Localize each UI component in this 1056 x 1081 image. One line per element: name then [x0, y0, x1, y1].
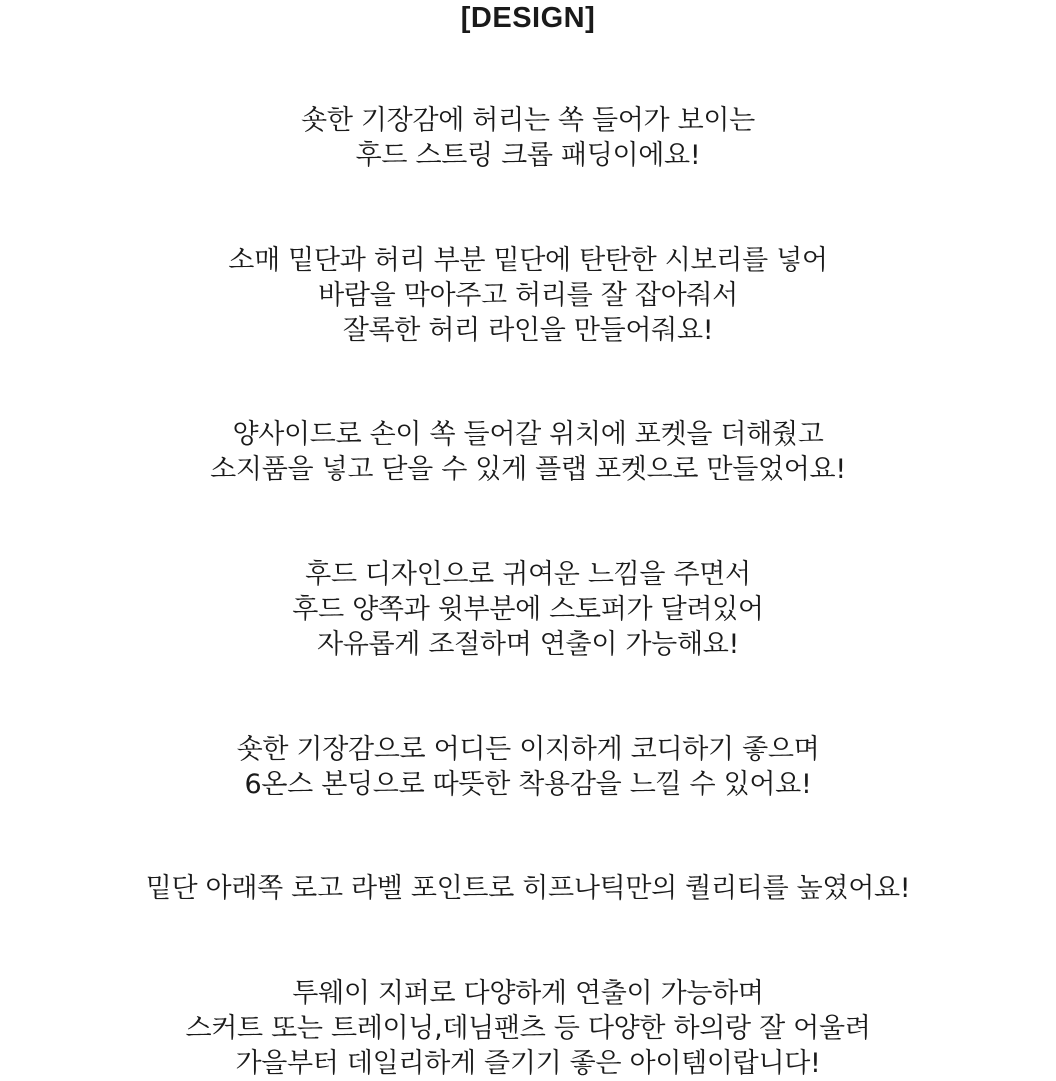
paragraph-pockets	[0, 417, 1056, 487]
paragraph-bonding	[0, 732, 1056, 802]
paragraph-hood	[0, 557, 1056, 662]
paragraph-line: 후드 양쪽과 윗부분에 스토퍼가 달려있어	[292, 594, 764, 625]
paragraph-line: 투웨이 지퍼로 다양하게 연출이 가능하며	[292, 978, 764, 1009]
paragraph-line: 가을부터 데일리하게 즐기기 좋은 아이템이랍니다!	[235, 1048, 821, 1079]
paragraph-line: 스커트 또는 트레이닝,데님팬츠 등 다양한 하의랑 잘 어울려	[185, 1013, 871, 1044]
paragraph-line: 밑단 아래쪽 로고 라벨 포인트로 히프나틱만의 퀄리티를 높였어요!	[145, 873, 911, 904]
paragraph-line: 소지품을 넣고 닫을 수 있게 플랩 포켓으로 만들었어요!	[210, 454, 846, 485]
paragraph-line: 양사이드로 손이 쏙 들어갈 위치에 포켓을 더해줬고	[232, 419, 824, 450]
paragraph-line: 후드 스트링 크롭 패딩이에요!	[355, 140, 701, 171]
paragraph-line: 6온스 본딩으로 따뜻한 착용감을 느낄 수 있어요!	[244, 769, 812, 800]
paragraph-line: 자유롭게 조절하며 연출이 가능해요!	[316, 629, 740, 660]
paragraph-logo-label	[0, 871, 1056, 906]
paragraph-line: 숏한 기장감에 허리는 쏙 들어가 보이는	[301, 105, 755, 136]
paragraph-line: 후드 디자인으로 귀여운 느낌을 주면서	[305, 559, 751, 590]
paragraph-line: 바람을 막아주고 허리를 잘 잡아줘서	[318, 280, 738, 311]
section-heading: [DESIGN]	[460, 2, 596, 34]
paragraph-cropped-fit	[0, 103, 1056, 173]
paragraph-line: 숏한 기장감으로 어디든 이지하게 코디하기 좋으며	[236, 734, 820, 765]
paragraph-line: 잘록한 허리 라인을 만들어줘요!	[342, 315, 714, 346]
paragraph-two-way-zipper	[0, 976, 1056, 1081]
paragraph-line: 소매 밑단과 허리 부분 밑단에 탄탄한 시보리를 넣어	[228, 245, 828, 276]
paragraph-ribbing	[0, 243, 1056, 348]
